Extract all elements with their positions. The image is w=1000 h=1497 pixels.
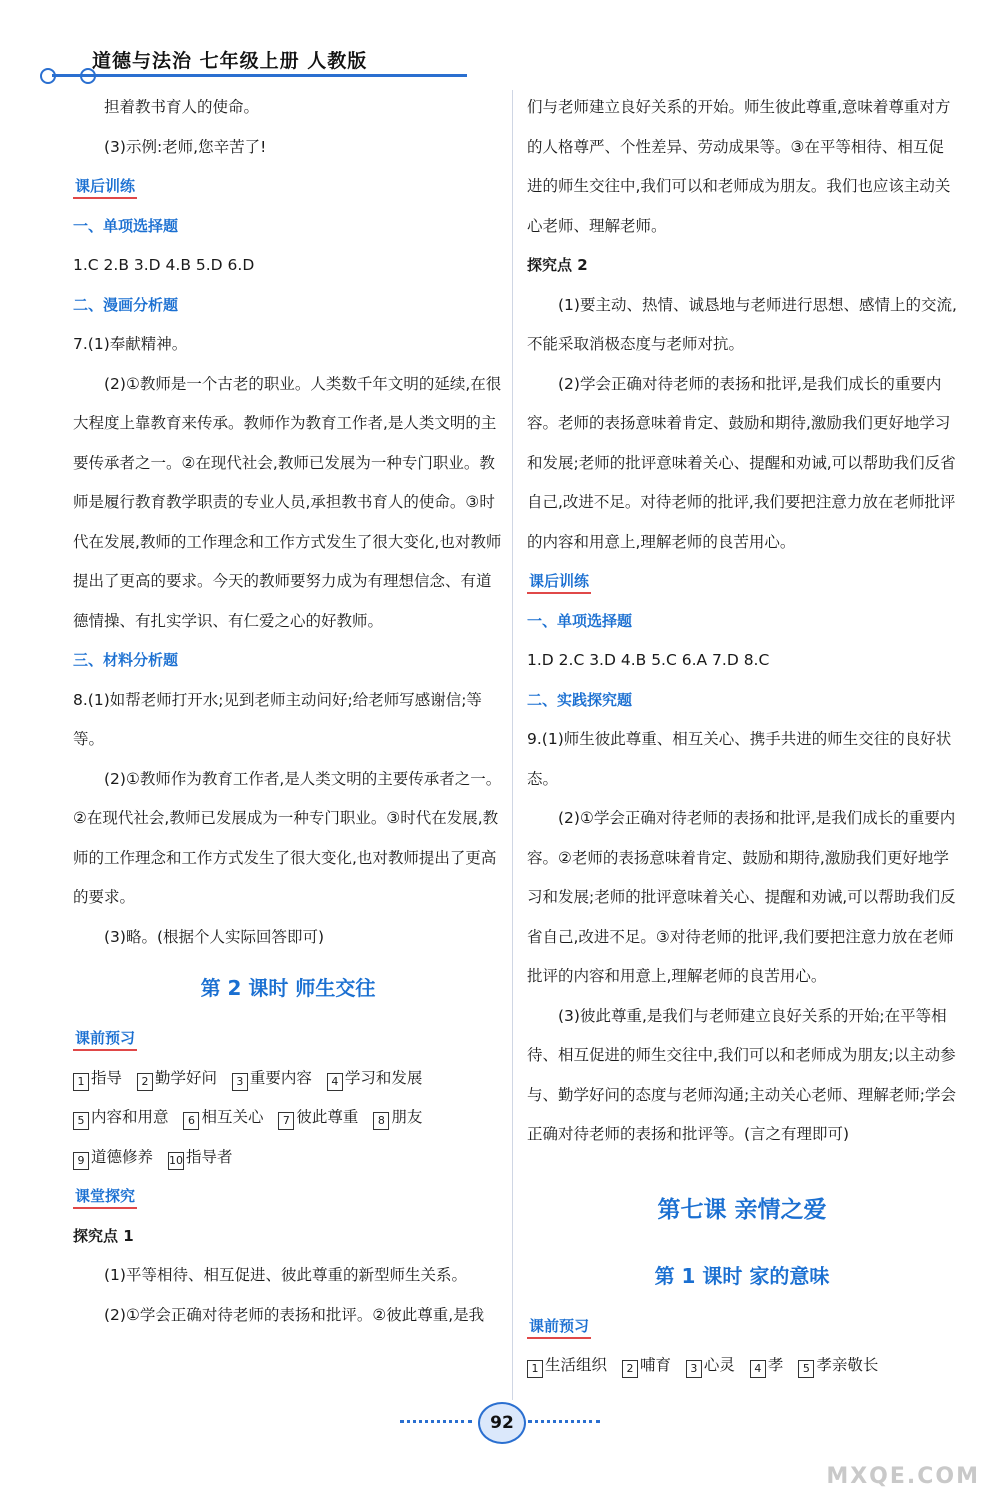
column-divider [512,90,513,1400]
preview-item [73,1069,122,1087]
number-box: 8 [373,1112,389,1130]
preview-answers [73,1059,503,1178]
paragraph: (3)示例:老师,您辛苦了! [104,137,267,156]
preview-item [183,1108,263,1126]
footer-dots [400,1420,472,1423]
paragraph: 们与老师建立良好关系的开始。师生彼此尊重,意味着尊重对方的人格尊严、个性差异、劳动成果等。③在平等相待、相互促进的师生交往中,我们可以和老师成为朋友。我们也应该主动关心老师、理解老师。 [527,98,951,235]
paragraph: (2)①学会正确对待老师的表扬和批评。②彼此尊重,是我 [104,1305,485,1324]
explore-point-1: 探究点 1 [73,1226,134,1245]
number-box: 4 [750,1360,766,1378]
section-tag-class-explore: 课堂探究 [73,1185,137,1209]
paragraph: (1)平等相待、相互促进、彼此尊重的新型师生关系。 [104,1266,467,1284]
left-column [73,88,503,1335]
preview-item-text: 学习和发展 [344,1068,423,1087]
header-rule [52,74,467,77]
chapter-title: 第七课 亲情之爱 [657,1196,827,1223]
book-title: 道德与法治 七年级上册 人教版 [92,50,368,72]
section-heading: 二、漫画分析题 [73,295,179,314]
page-header [40,38,460,88]
preview-item-text: 内容和用意 [91,1108,169,1126]
section-tag-after-class: 课后训练 [527,570,591,594]
question-8-part-1: 8.(1)如帮老师打开水;见到老师主动问好;给老师写感谢信;等等。 [73,690,482,748]
question-8-part-3: (3)略。(根据个人实际回答即可) [104,927,325,946]
explore-point-2: 探究点 2 [527,256,588,274]
preview-item [798,1356,878,1374]
preview-item-text: 孝亲敬长 [816,1356,879,1374]
number-box: 10 [168,1152,184,1170]
question-8-part-2: (2)①教师作为教育工作者,是人类文明的主要传承者之一。②在现代社会,教师已发展成为一种专门职业。③时代在发展,教师的工作理念和工作方式发生了很大变化,也对教师提出了更高的要求。 [73,769,502,906]
preview-item [327,1069,423,1087]
preview-item-text: 勤学好问 [154,1068,217,1087]
preview-item [232,1069,312,1087]
section-tag-preview: 课前预习 [527,1315,591,1339]
preview-item-text: 孝 [767,1356,784,1374]
question-9-part-2: (2)①学会正确对待老师的表扬和批评,是我们成长的重要内容。②老师的表扬意味着肯定、鼓励和期待,激励我们更好地学习和发展;老师的批评意味着关心、提醒和劝诫,可以帮助我们反省自己,改进不足。③对待老师的批评,我们要把注意力放在老师批评的内容和用意上,理解老师的良苦用心。 [527,809,956,985]
preview-item-text: 道德修养 [91,1147,154,1166]
section-heading: 二、实践探究题 [527,690,633,709]
number-box: 1 [527,1360,543,1378]
number-box: 9 [73,1152,89,1170]
section-tag-after-class: 课后训练 [73,175,137,199]
paragraph: (2)学会正确对待老师的表扬和批评,是我们成长的重要内容。老师的表扬意味着肯定、鼓励和期待,激励我们更好地学习和发展;老师的批评意味着关心、提醒和劝诫,可以帮助我们反省自己,改进不足。对待老师的批评,我们要把注意力放在老师批评的内容和用意上,理解老师的良苦用心。 [527,374,956,551]
paragraph: (1)要主动、热情、诚恳地与老师进行思想、感情上的交流,不能采取消极态度与老师对抗。 [527,295,957,353]
section-tag-preview: 课前预习 [73,1027,137,1051]
preview-item [73,1108,169,1126]
answer-row: 1.D 2.C 3.D 4.B 5.C 6.A 7.D 8.C [527,651,770,669]
preview-item-text: 指导者 [185,1147,233,1166]
preview-item [622,1356,671,1374]
preview-item-text: 哺育 [639,1356,671,1374]
preview-item [686,1356,735,1374]
number-box: 2 [622,1360,638,1378]
page-number: 92 [478,1402,526,1444]
number-box: 1 [73,1073,89,1091]
preview-item-text: 相互关心 [201,1108,264,1126]
preview-answers [527,1346,957,1386]
preview-item [527,1356,607,1374]
number-box: 5 [798,1360,814,1378]
preview-item [278,1108,358,1126]
lesson-title: 第 2 课时 师生交往 [200,976,376,1000]
preview-item-text: 彼此尊重 [296,1108,359,1126]
question-9-part-3: (3)彼此尊重,是我们与老师建立良好关系的开始;在平等相待、相互促进的师生交往中,我们可以和老师成为朋友;以主动参与、勤学好问的态度与老师沟通;主动关心老师、理解老师;学会正确对待老师的表扬和批评等。(言之有理即可) [527,1006,956,1143]
number-box: 2 [137,1073,153,1091]
number-box: 4 [327,1073,343,1091]
number-box: 6 [183,1112,199,1130]
preview-item [373,1108,422,1126]
preview-item [137,1069,217,1087]
answer-row: 1.C 2.B 3.D 4.B 5.D 6.D [73,256,255,274]
lesson-title: 第 1 课时 家的意味 [654,1263,830,1288]
number-box: 3 [232,1073,248,1091]
number-box: 5 [73,1112,89,1130]
watermark: MXQE.COM [826,1464,980,1489]
section-heading: 一、单项选择题 [73,216,179,235]
preview-item-text: 心灵 [703,1356,735,1374]
preview-item-text: 重要内容 [249,1068,312,1087]
preview-item-text: 朋友 [391,1108,423,1126]
preview-item-text: 生活组织 [545,1356,608,1374]
number-box: 7 [278,1112,294,1130]
right-column [527,88,957,1386]
question-7-part-1: 7.(1)奉献精神。 [73,335,188,353]
preview-item [168,1148,233,1166]
preview-item [750,1356,784,1374]
preview-item [73,1148,153,1166]
question-7-part-2: (2)①教师是一个古老的职业。人类数千年文明的延续,在很大程度上靠教育来传承。教师作为教育工作者,是人类文明的主要传承者之一。②在现代社会,教师已发展为一种专门职业。教师是履行教育教学职责的专业人员,承担教书育人的使命。③时代在发展,教师的工作理念和工作方式发生了很大变化,也对教师提出了更高的要求。今天的教师要努力成为有理想信念、有道德情操、有扎实学识、有仁爱之心的好教师。 [73,374,502,630]
footer-dots [528,1420,600,1423]
question-9-part-1: 9.(1)师生彼此尊重、相互关心、携手共进的师生交往的良好状态。 [527,730,952,788]
preview-item-text: 指导 [91,1068,123,1087]
page-footer [400,1402,600,1442]
number-box: 3 [686,1360,702,1378]
section-heading: 三、材料分析题 [73,651,179,669]
section-heading: 一、单项选择题 [527,611,633,630]
paragraph: 担着教书育人的使命。 [104,98,260,116]
